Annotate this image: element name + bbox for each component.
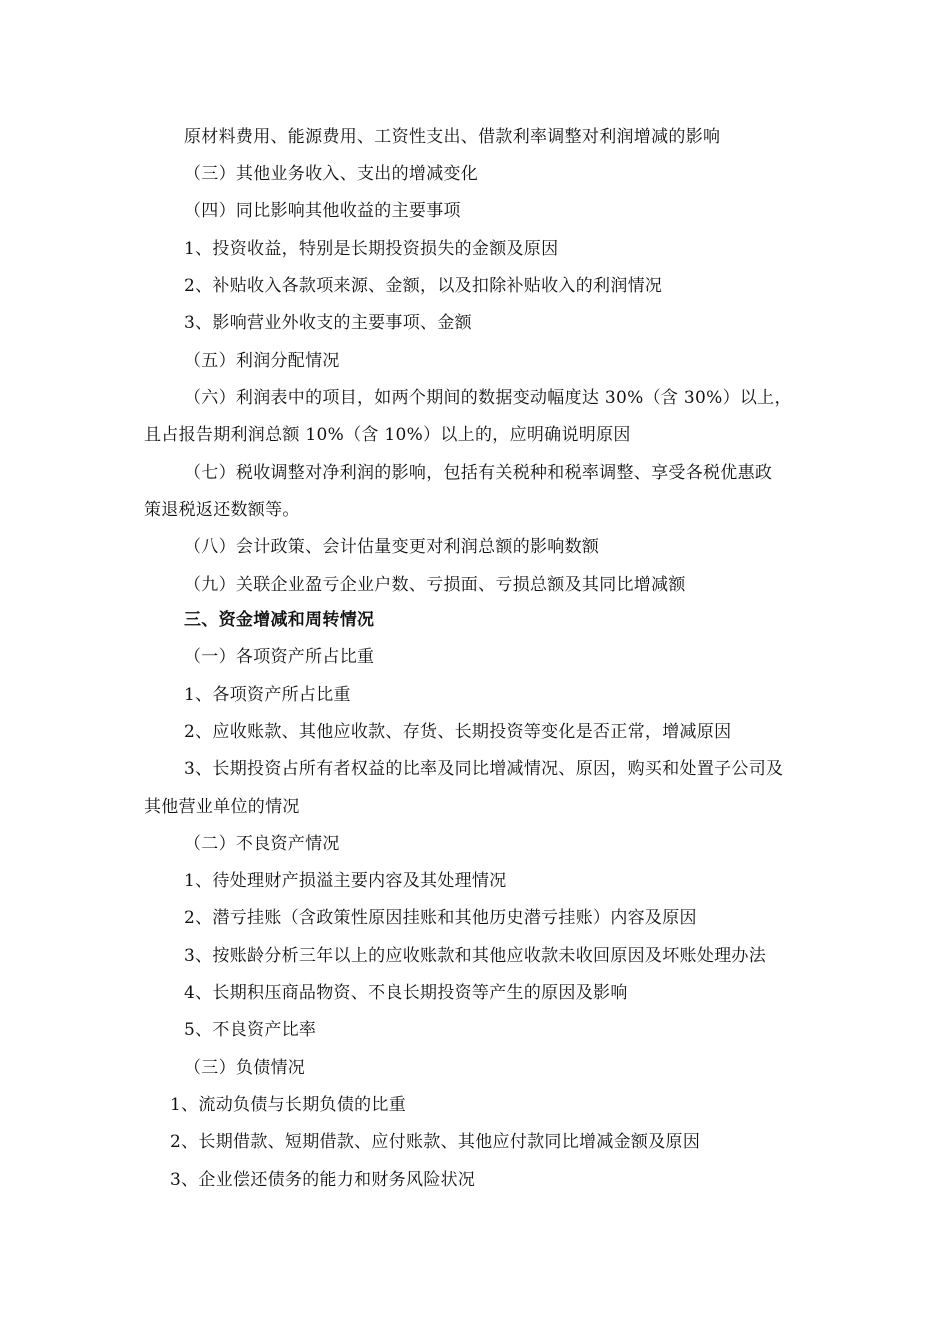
text-line-25: 5、不良资产比率 bbox=[184, 1020, 317, 1040]
section-heading: 三、资金增减和周转情况 bbox=[184, 610, 375, 630]
text-line-24: 4、长期积压商品物资、不良长期投资等产生的原因及影响 bbox=[184, 983, 628, 1003]
text-line-10: （七）税收调整对净利润的影响，包括有关税种和税率调整、享受各税优惠政 bbox=[184, 463, 773, 483]
text-line-21: 1、待处理财产损溢主要内容及其处理情况 bbox=[184, 871, 507, 891]
text-line-6: 3、影响营业外收支的主要事项、金额 bbox=[184, 313, 472, 333]
text-line-1: 原材料费用、能源费用、工资性支出、借款利率调整对利润增减的影响 bbox=[184, 127, 721, 147]
text-line-11: 策退税返还数额等。 bbox=[144, 500, 300, 520]
text-line-8: （六）利润表中的项目，如两个期间的数据变动幅度达 30%（含 30%）以上， bbox=[184, 388, 792, 408]
text-line-2: （三）其他业务收入、支出的增减变化 bbox=[184, 164, 479, 184]
text-line-17: 2、应收账款、其他应收款、存货、长期投资等变化是否正常，增减原因 bbox=[184, 722, 732, 742]
text-line-23: 3、按账龄分析三年以上的应收账款和其他应收款未收回原因及坏账处理办法 bbox=[184, 946, 767, 966]
text-line-12: （八）会计政策、会计估量变更对利润总额的影响数额 bbox=[184, 537, 600, 557]
text-line-5: 2、补贴收入各款项来源、金额，以及扣除补贴收入的利润情况 bbox=[184, 276, 663, 296]
text-line-19: 其他营业单位的情况 bbox=[144, 797, 300, 817]
text-line-4: 1、投资收益，特别是长期投资损失的金额及原因 bbox=[184, 239, 559, 259]
text-line-29: 3、企业偿还债务的能力和财务风险状况 bbox=[170, 1170, 476, 1190]
text-line-18: 3、长期投资占所有者权益的比率及同比增减情况、原因，购买和处置子公司及 bbox=[184, 759, 784, 779]
text-line-7: （五）利润分配情况 bbox=[184, 351, 340, 371]
text-line-22: 2、潜亏挂账（含政策性原因挂账和其他历史潜亏挂账）内容及原因 bbox=[184, 908, 697, 928]
text-line-28: 2、长期借款、短期借款、应付账款、其他应付款同比增减金额及原因 bbox=[170, 1132, 701, 1152]
text-line-27: 1、流动负债与长期负债的比重 bbox=[170, 1095, 407, 1115]
text-line-16: 1、各项资产所占比重 bbox=[184, 685, 351, 705]
text-line-15: （一）各项资产所占比重 bbox=[184, 647, 375, 667]
text-line-26: （三）负债情况 bbox=[184, 1058, 306, 1078]
text-line-9: 且占报告期利润总额 10%（含 10%）以上的，应明确说明原因 bbox=[144, 425, 631, 445]
text-line-3: （四）同比影响其他收益的主要事项 bbox=[184, 201, 461, 221]
text-line-13: （九）关联企业盈亏企业户数、亏损面、亏损总额及其同比增减额 bbox=[184, 575, 686, 595]
text-line-20: （二）不良资产情况 bbox=[184, 834, 340, 854]
